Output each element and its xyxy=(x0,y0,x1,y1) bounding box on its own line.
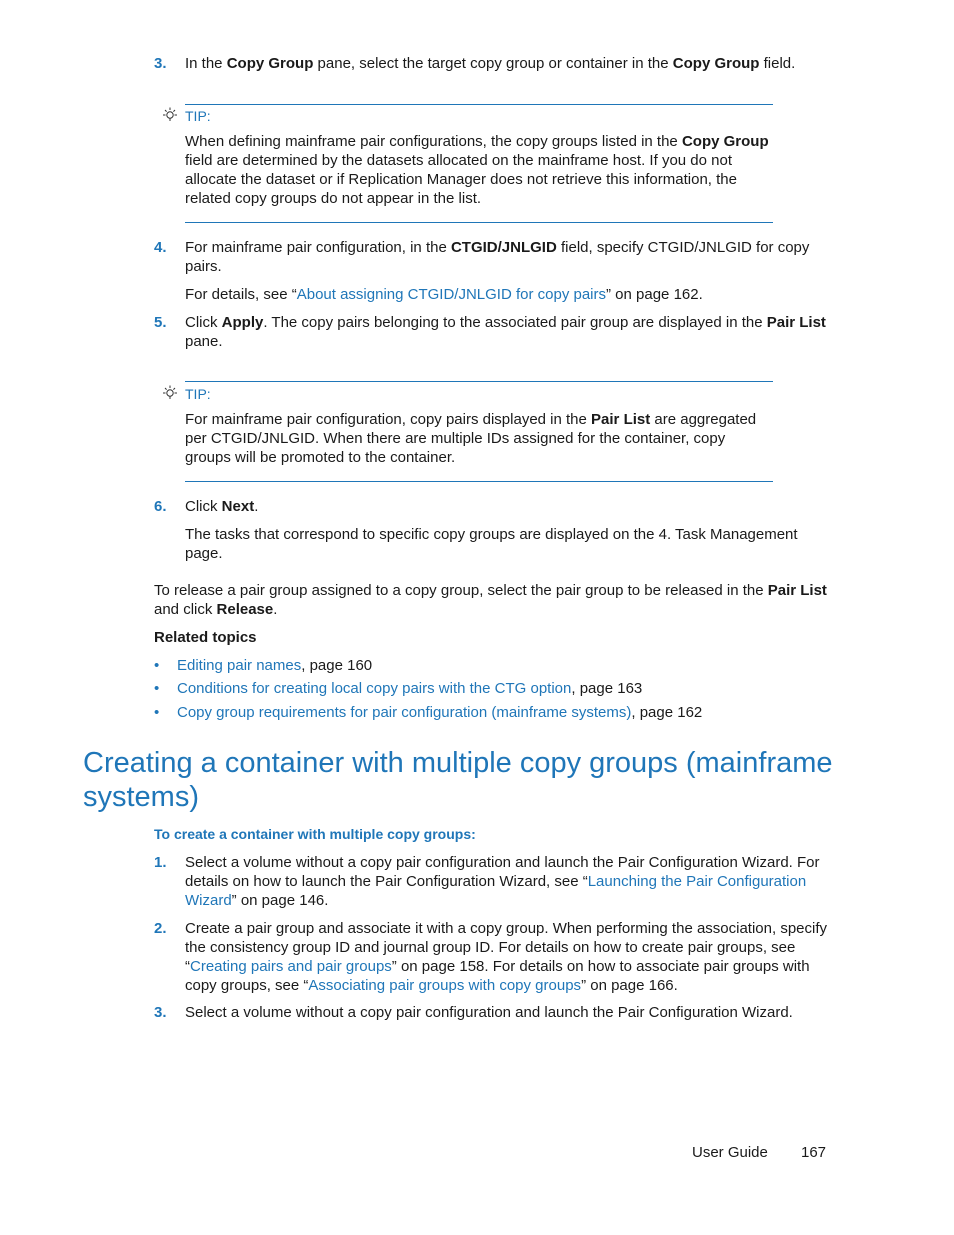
link-associating-pair-groups[interactable]: Associating pair groups with copy groups xyxy=(308,977,582,994)
link-editing-pair-names[interactable]: Editing pair names xyxy=(177,657,302,674)
tip-bottom-rule xyxy=(185,481,773,482)
link-creating-pairs[interactable]: Creating pairs and pair groups xyxy=(190,958,392,975)
step-number: 1. xyxy=(154,854,167,871)
bullet-dot: • xyxy=(154,704,160,721)
lightbulb-icon xyxy=(162,107,178,123)
section-step-2-text: Create a pair group and associate it with a copy group. When performing the association, specify the consistency group ID and journal group ID. For details on how to create pair groups, see “Creating pairs and pair groups” on page 158. For details on how to associate pair groups with copy groups, see “Associating pair groups with copy groups” on page 166. xyxy=(185,920,828,994)
step-number: 4. xyxy=(154,239,167,256)
tip-bottom-rule xyxy=(185,222,773,223)
step-number: 5. xyxy=(154,314,167,331)
release-paragraph: To release a pair group assigned to a copy group, select the pair group to be released in the Pair List and click Release. xyxy=(154,582,827,618)
procedure-title: To create a container with multiple copy groups: xyxy=(154,826,476,842)
tip-label: TIP: xyxy=(185,108,211,124)
section-step-3-text: Select a volume without a copy pair configuration and launch the Pair Configuration Wizard. xyxy=(185,1004,793,1021)
link-copy-group-requirements[interactable]: Copy group requirements for pair configuration (mainframe systems) xyxy=(177,704,632,721)
step-number: 3. xyxy=(154,1004,167,1021)
tip-body: For mainframe pair configuration, copy pairs displayed in the Pair List are aggregated per CTGID/JNLGID. When there are multiple IDs assigned for the container, copy groups will be promoted to the container. xyxy=(185,411,757,466)
related-item: Conditions for creating local copy pairs with the CTG option, page 163 xyxy=(177,680,643,697)
link-about-assigning-ctgid[interactable]: About assigning CTGID/JNLGID for copy pairs xyxy=(296,286,607,303)
section-step-1-text: Select a volume without a copy pair configuration and launch the Pair Configuration Wizard. For details on how to launch the Pair Configuration Wizard, see “Launching the Pair Configuration Wizard” on page 146. xyxy=(185,854,820,909)
lightbulb-icon xyxy=(162,385,178,401)
step-4-text: For mainframe pair configuration, in the CTGID/JNLGID field, specify CTGID/JNLGID for copy pairs. xyxy=(185,239,810,275)
tip-top-rule xyxy=(185,104,773,105)
related-item: Editing pair names, page 160 xyxy=(177,657,373,674)
step-5-text: Click Apply. The copy pairs belonging to the associated pair group are displayed in the Pair List pane. xyxy=(185,314,826,350)
section-heading: Creating a container with multiple copy groups (mainframe systems) xyxy=(83,747,833,813)
step-number: 3. xyxy=(154,55,167,72)
step-number: 2. xyxy=(154,920,167,937)
step-number: 6. xyxy=(154,498,167,515)
step-4-details: For details, see “About assigning CTGID/JNLGID for copy pairs” on page 162. xyxy=(185,286,703,303)
page-number: 167 xyxy=(801,1144,827,1161)
step-3-text: In the Copy Group pane, select the target copy group or container in the Copy Group field. xyxy=(185,55,796,72)
bullet-dot: • xyxy=(154,680,160,697)
footer-label: User Guide xyxy=(692,1144,768,1161)
related-topics-title: Related topics xyxy=(154,629,257,646)
link-launching-wizard[interactable]: Launching the Pair Configuration Wizard xyxy=(185,873,807,909)
step-6-details: The tasks that correspond to specific copy groups are displayed on the 4. Task Management page. xyxy=(185,526,798,562)
link-conditions-ctg-option[interactable]: Conditions for creating local copy pairs with the CTG option xyxy=(177,680,572,697)
step-6-text: Click Next. xyxy=(185,498,259,515)
tip-body: When defining mainframe pair configurations, the copy groups listed in the Copy Group field are determined by the datasets allocated on the mainframe host. If you do not allocate the dataset or if Replication Manager does not retrieve this information, the related copy groups do not appear in the list. xyxy=(185,133,769,207)
bullet-dot: • xyxy=(154,657,160,674)
tip-label: TIP: xyxy=(185,386,211,402)
tip-top-rule xyxy=(185,381,773,382)
related-item: Copy group requirements for pair configuration (mainframe systems), page 162 xyxy=(177,704,703,721)
